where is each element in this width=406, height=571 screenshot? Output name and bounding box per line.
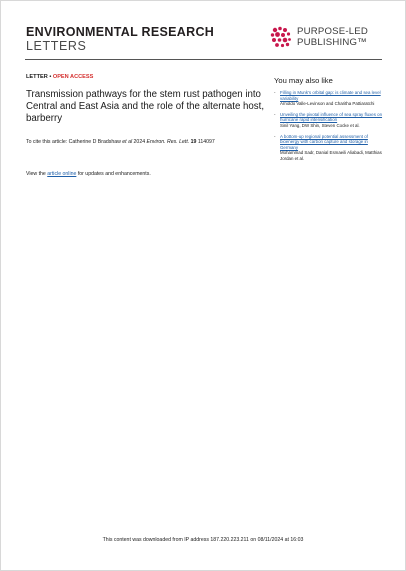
related-article-item <box>274 134 386 162</box>
related-article-link[interactable]: A bottom-up regional potential assessment of bioenergy with carbon capture and storage in Germany <box>280 133 368 150</box>
related-article-authors: Mohammad Sadr, Danial Esmaeili Aliabadi, Matthias Jordan et al. <box>280 150 382 161</box>
open-access-badge: OPEN ACCESS <box>52 74 94 80</box>
related-articles-list <box>274 90 386 167</box>
view-online-line <box>26 171 151 178</box>
related-article-item <box>274 90 386 107</box>
publisher-name-line2: PUBLISHING™ <box>297 37 367 48</box>
related-article-item <box>274 112 386 129</box>
citation-journal: Environ. Res. Lett. <box>146 139 190 145</box>
list-dash: - <box>274 111 276 117</box>
citation-line <box>26 139 266 146</box>
article-online-link[interactable]: article online <box>47 171 77 177</box>
citation-etal: et al <box>122 139 133 145</box>
citation-prefix: To cite this article: Catherine D Bradshaw <box>26 139 123 145</box>
related-article-authors: Sinil Yang, DW Shin, Steven Cocke et al. <box>280 122 360 128</box>
article-type-line <box>26 74 93 80</box>
list-dash: - <box>274 90 276 95</box>
publisher-logo-icon <box>269 25 293 49</box>
related-article-link[interactable]: Unveiling the pivotal influence of sea spray fluxes on hurricane rapid intensification <box>280 111 383 123</box>
article-type-separator: • <box>47 74 53 80</box>
related-article-authors: Arnoldo Valle-Levinson and Charitha Pattiaratchi <box>280 101 375 107</box>
header-divider <box>25 59 382 60</box>
article-title: Transmission pathways for the stem rust pathogen into Central and East Asia and the role of the alternate host, barberry <box>26 89 265 125</box>
citation-year: 2024 <box>132 139 147 145</box>
view-online-suffix: for updates and enhancements. <box>76 171 151 177</box>
citation-article-number: 114097 <box>196 139 215 145</box>
citation-volume: 19 <box>189 139 197 145</box>
publisher-logo-block <box>269 25 368 49</box>
view-online-prefix: View the <box>26 171 48 177</box>
article-type-label: LETTER <box>26 74 48 80</box>
download-footer-note: This content was downloaded from IP address 187.220.223.211 on 08/11/2024 at 16:03 <box>102 537 304 543</box>
list-dash: - <box>274 133 276 139</box>
journal-title: ENVIRONMENTAL RESEARCH <box>26 25 215 39</box>
related-articles-heading: You may also like <box>274 76 333 85</box>
related-article-link[interactable]: Filling in Munk's orbital gap: is climate and sea level variability <box>280 90 381 101</box>
journal-subtitle: LETTERS <box>26 39 87 53</box>
publisher-name-line1: PURPOSE-LED <box>297 26 368 37</box>
